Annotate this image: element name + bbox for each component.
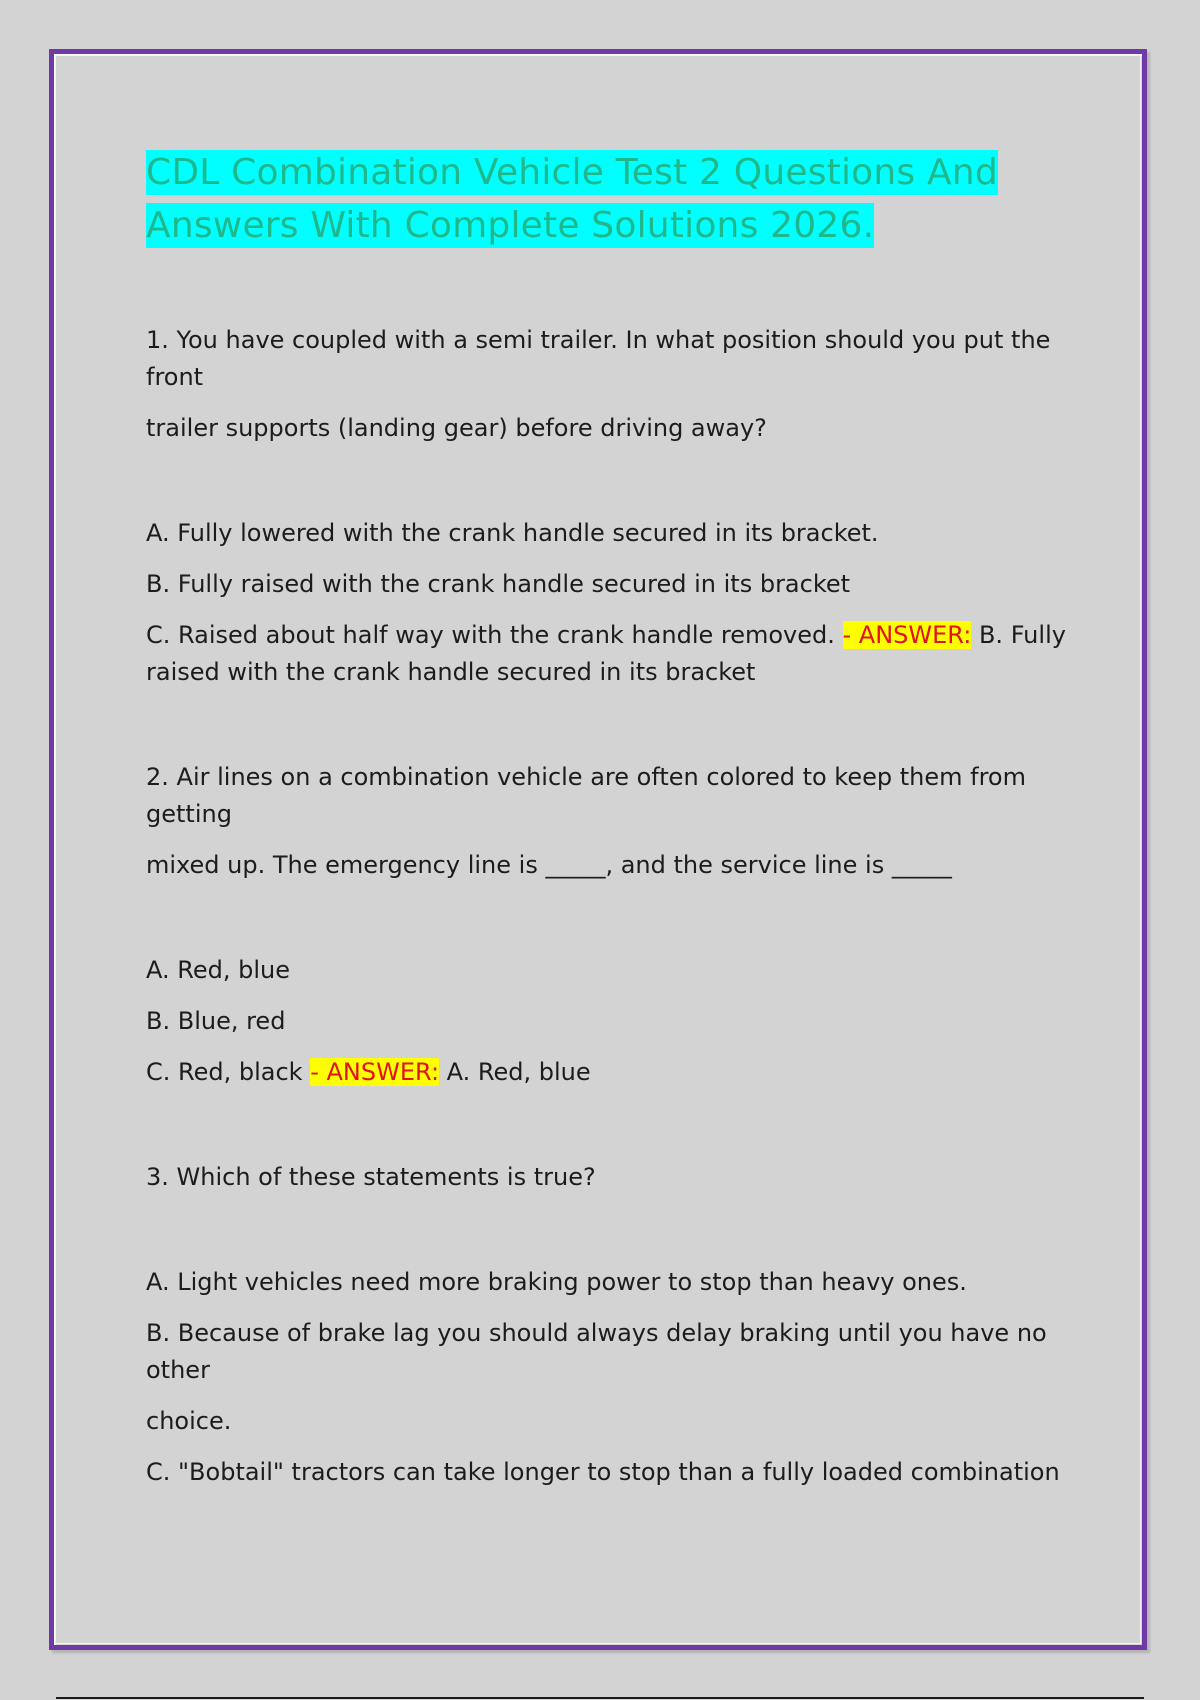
document-title bbox=[146, 146, 1076, 252]
question-2-stem-continued: mixed up. The emergency line is _____, and the service line is _____ bbox=[146, 851, 952, 879]
question-1-stem: 1. You have coupled with a semi trailer. In what position should you put the front bbox=[146, 326, 1051, 391]
question-3-stem: 3. Which of these statements is true? bbox=[146, 1163, 596, 1191]
question-1-answer: B. Fully raised with the crank handle secured in its bracket bbox=[146, 621, 1066, 686]
question-1 bbox=[146, 322, 1076, 691]
document-title-text: CDL Combination Vehicle Test 2 Questions And Answers With Complete Solutions 2026. bbox=[146, 152, 998, 246]
question-2-option-a: A. Red, blue bbox=[146, 956, 290, 984]
page-separator-line bbox=[56, 1697, 1144, 1699]
document-body bbox=[146, 146, 1076, 1491]
question-3-option-b: B. Because of brake lag you should always delay braking until you have no other bbox=[146, 1319, 1047, 1384]
question-1-option-c-with-answer bbox=[146, 617, 1076, 691]
answer-label: - ANSWER: bbox=[842, 621, 972, 649]
question-2-option-c: C. Red, black bbox=[146, 1058, 303, 1086]
question-3 bbox=[146, 1159, 1076, 1491]
question-2-answer: A. Red, blue bbox=[446, 1058, 591, 1086]
question-1-option-c: C. Raised about half way with the crank handle removed. bbox=[146, 621, 835, 649]
question-1-option-a: A. Fully lowered with the crank handle secured in its bracket. bbox=[146, 519, 879, 547]
question-1-option-b: B. Fully raised with the crank handle secured in its bracket bbox=[146, 570, 851, 598]
question-2-option-b: B. Blue, red bbox=[146, 1007, 286, 1035]
question-3-option-b-continued: choice. bbox=[146, 1407, 232, 1435]
question-3-option-a: A. Light vehicles need more braking power to stop than heavy ones. bbox=[146, 1268, 967, 1296]
question-3-option-c: C. "Bobtail" tractors can take longer to stop than a fully loaded combination bbox=[146, 1458, 1060, 1486]
question-1-stem-continued: trailer supports (landing gear) before driving away? bbox=[146, 414, 767, 442]
question-2-option-c-with-answer bbox=[146, 1054, 1076, 1091]
answer-label: - ANSWER: bbox=[310, 1058, 440, 1086]
question-2 bbox=[146, 759, 1076, 1091]
question-2-stem: 2. Air lines on a combination vehicle are often colored to keep them from getting bbox=[146, 763, 1026, 828]
